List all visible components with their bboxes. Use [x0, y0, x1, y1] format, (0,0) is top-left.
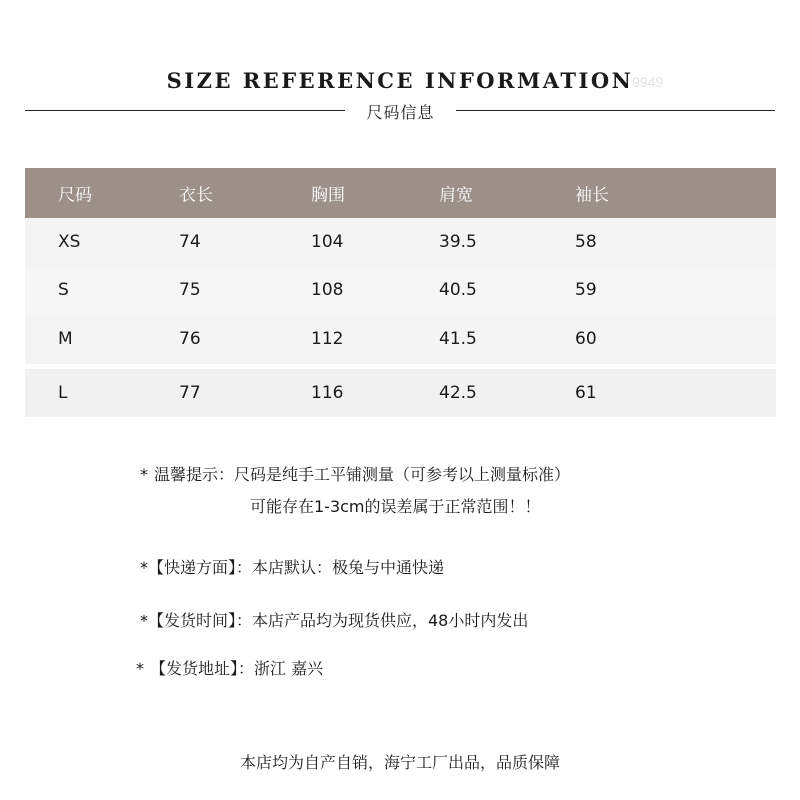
table-row: [25, 369, 776, 417]
table-cell: 60: [575, 329, 597, 349]
bullet-star: *: [140, 611, 148, 630]
table-cell: XS: [58, 232, 81, 252]
shipping-time-note: [140, 608, 528, 631]
table-cell: 112: [311, 329, 344, 349]
bullet-star: *: [140, 558, 148, 577]
table-cell: 41.5: [439, 329, 477, 349]
divider-right: [456, 110, 775, 111]
table-row: [25, 218, 776, 266]
table-row: [25, 314, 776, 364]
column-header-size: 尺码: [58, 185, 92, 206]
delivery-text: 【快递方面】：本店默认：极兔与中通快递: [148, 558, 445, 577]
watermark-number: 9949: [632, 74, 664, 90]
table-cell: 116: [311, 383, 344, 403]
table-cell: 104: [311, 232, 344, 252]
size-table: [25, 168, 776, 417]
table-cell: 39.5: [439, 232, 477, 252]
column-header-length: 衣长: [179, 185, 213, 206]
page-subtitle: 尺码信息: [366, 103, 435, 122]
table-cell: 59: [575, 280, 597, 300]
page-title: SIZE REFERENCE INFORMATION: [166, 68, 634, 93]
delivery-note: [140, 555, 444, 578]
table-cell: M: [58, 329, 73, 349]
footer-text: 本店均为自产自销，海宁工厂出品，品质保障: [239, 753, 560, 772]
table-cell: 77: [179, 383, 201, 403]
tip-text: 温馨提示：尺码是纯手工平铺测量（可参考以上测量标准）: [154, 465, 571, 484]
bullet-star: *: [140, 465, 148, 484]
shipping-address-text: 【发货地址】：浙江 嘉兴: [150, 659, 324, 678]
table-cell: 76: [179, 329, 201, 349]
column-header-shoulder: 肩宽: [439, 185, 473, 206]
table-cell: 61: [575, 383, 597, 403]
table-cell: S: [58, 280, 69, 300]
shipping-address-note: [136, 656, 323, 679]
divider-left: [25, 110, 345, 111]
table-cell: 108: [311, 280, 344, 300]
table-row: [25, 266, 776, 314]
table-cell: 42.5: [439, 383, 477, 403]
table-cell: 40.5: [439, 280, 477, 300]
tolerance-note: 可能存在1-3cm的误差属于正常范围！！: [250, 497, 541, 516]
table-header-row: [25, 168, 776, 218]
table-cell: L: [58, 383, 68, 403]
measurement-tip: [140, 462, 570, 485]
bullet-star: *: [136, 659, 144, 678]
column-header-chest: 胸围: [311, 185, 345, 206]
shipping-time-text: 【发货时间】：本店产品均为现货供应，48小时内发出: [148, 611, 529, 630]
table-cell: 75: [179, 280, 201, 300]
table-cell: 74: [179, 232, 201, 252]
column-header-sleeve: 袖长: [575, 185, 609, 206]
table-cell: 58: [575, 232, 597, 252]
